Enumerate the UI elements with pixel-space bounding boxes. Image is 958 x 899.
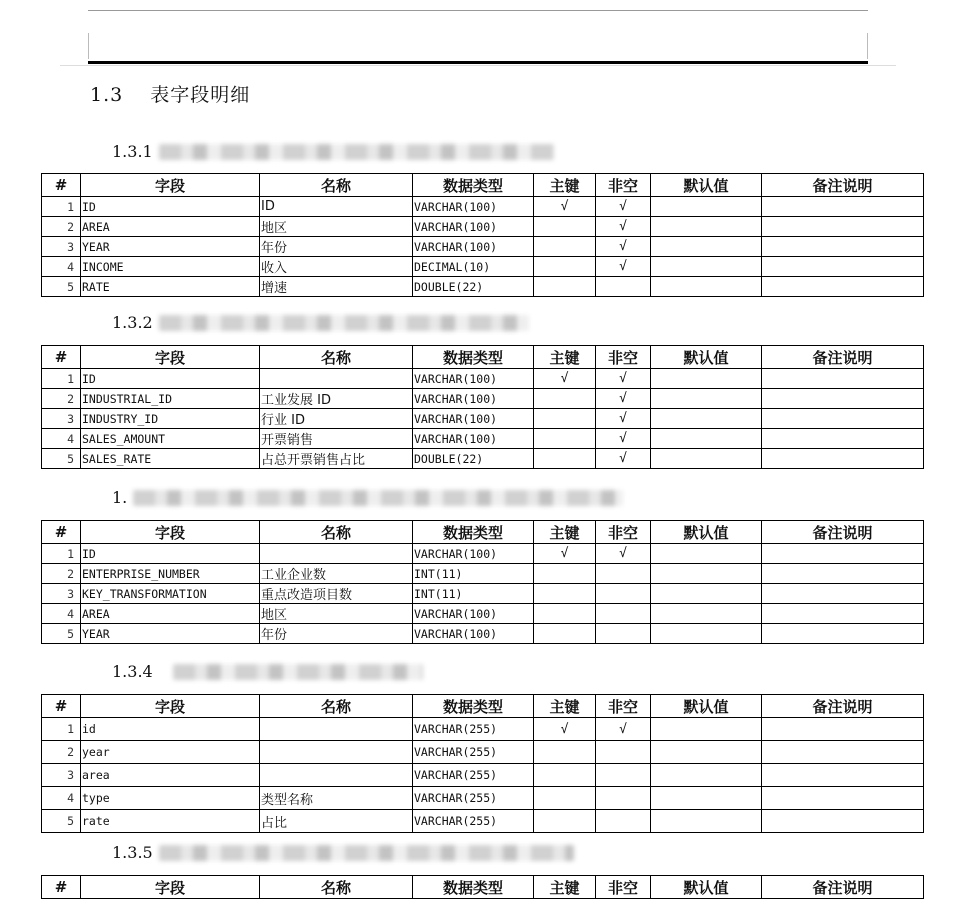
not-null-cell: [596, 449, 651, 469]
default-value-cell: [651, 257, 762, 277]
check-mark-icon: √: [560, 721, 569, 737]
default-value-cell: [651, 787, 762, 810]
row-index: 2: [42, 389, 81, 409]
default-value-cell: [651, 604, 762, 624]
col-remark: 备注说明: [762, 695, 924, 718]
col-field: 字段: [81, 174, 260, 197]
data-type: INT(11): [413, 564, 534, 584]
primary-key-cell: [534, 197, 596, 217]
header-margin-mark-right: [867, 33, 868, 59]
check-mark-icon: √: [560, 199, 569, 214]
row-index: 4: [42, 604, 81, 624]
col-default: 默认值: [651, 521, 762, 544]
default-value-cell: [651, 197, 762, 217]
col-name: 名称: [260, 521, 413, 544]
default-value-cell: [651, 369, 762, 389]
check-mark-icon: √: [619, 721, 627, 737]
default-value-cell: [651, 624, 762, 644]
check-mark-icon: √: [619, 199, 627, 214]
field-code: SALES_AMOUNT: [81, 429, 260, 449]
col-index: #: [42, 876, 81, 899]
col-index: #: [42, 346, 81, 369]
data-type: VARCHAR(100): [413, 389, 534, 409]
table-row: [42, 389, 924, 409]
primary-key-cell: [534, 217, 596, 237]
check-mark-icon: √: [619, 546, 627, 561]
data-type: VARCHAR(100): [413, 544, 534, 564]
row-index: 3: [42, 764, 81, 787]
field-code: AREA: [81, 217, 260, 237]
table-row: [42, 741, 924, 764]
field-table-4: [41, 694, 924, 833]
primary-key-cell: [534, 409, 596, 429]
col-default: 默认值: [651, 695, 762, 718]
field-code: KEY_TRANSFORMATION: [81, 584, 260, 604]
table-header-row: [42, 346, 924, 369]
default-value-cell: [651, 277, 762, 297]
table-heading-number: 1.: [112, 488, 128, 507]
data-type: DOUBLE(22): [413, 449, 534, 469]
default-value-cell: [651, 564, 762, 584]
field-label: 工业企业数: [260, 564, 413, 584]
table-row: [42, 624, 924, 644]
field-label: ID: [260, 197, 413, 217]
col-pk: 主键: [534, 876, 596, 899]
data-type: VARCHAR(255): [413, 741, 534, 764]
not-null-cell: [596, 564, 651, 584]
table-row: [42, 369, 924, 389]
col-type: 数据类型: [413, 876, 534, 899]
field-label: 类型名称: [260, 787, 413, 810]
field-table-5: [41, 875, 924, 899]
col-field: 字段: [81, 521, 260, 544]
not-null-cell: [596, 429, 651, 449]
row-index: 1: [42, 718, 81, 741]
page-header-rule: [88, 10, 868, 11]
not-null-cell: [596, 764, 651, 787]
row-index: 1: [42, 544, 81, 564]
data-type: VARCHAR(100): [413, 604, 534, 624]
field-code: SALES_RATE: [81, 449, 260, 469]
field-table-3: [41, 520, 924, 644]
section-title: 表字段明细: [150, 84, 251, 106]
redacted-table-name: [159, 845, 574, 861]
primary-key-cell: [534, 810, 596, 833]
field-label: [260, 741, 413, 764]
check-mark-icon: √: [619, 239, 627, 254]
field-code: year: [81, 741, 260, 764]
field-code: INDUSTRIAL_ID: [81, 389, 260, 409]
not-null-cell: [596, 389, 651, 409]
table-row: [42, 810, 924, 833]
field-code: YEAR: [81, 237, 260, 257]
default-value-cell: [651, 237, 762, 257]
table-row: [42, 544, 924, 564]
data-type: DOUBLE(22): [413, 277, 534, 297]
default-value-cell: [651, 741, 762, 764]
col-pk: 主键: [534, 521, 596, 544]
default-value-cell: [651, 389, 762, 409]
field-label: 重点改造项目数: [260, 584, 413, 604]
field-label: 地区: [260, 604, 413, 624]
table-row: [42, 409, 924, 429]
col-remark: 备注说明: [762, 876, 924, 899]
col-remark: 备注说明: [762, 521, 924, 544]
not-null-cell: [596, 544, 651, 564]
col-remark: 备注说明: [762, 174, 924, 197]
field-code: RATE: [81, 277, 260, 297]
table-row: [42, 718, 924, 741]
remark-cell: [762, 409, 924, 429]
check-mark-icon: √: [560, 371, 569, 386]
check-mark-icon: √: [619, 431, 627, 446]
data-type: VARCHAR(255): [413, 764, 534, 787]
default-value-cell: [651, 584, 762, 604]
not-null-cell: [596, 624, 651, 644]
col-field: 字段: [81, 346, 260, 369]
table-row: [42, 449, 924, 469]
col-type: 数据类型: [413, 346, 534, 369]
data-type: VARCHAR(255): [413, 787, 534, 810]
table-row: [42, 564, 924, 584]
remark-cell: [762, 369, 924, 389]
col-field: 字段: [81, 876, 260, 899]
col-notnull: 非空: [596, 876, 651, 899]
row-index: 3: [42, 409, 81, 429]
remark-cell: [762, 764, 924, 787]
col-index: #: [42, 695, 81, 718]
check-mark-icon: √: [619, 371, 627, 386]
table-heading-number: 1.3.4: [112, 662, 153, 681]
table-heading-4: [112, 662, 423, 681]
col-name: 名称: [260, 695, 413, 718]
col-notnull: 非空: [596, 521, 651, 544]
data-type: VARCHAR(100): [413, 624, 534, 644]
check-mark-icon: √: [619, 219, 627, 234]
table-header-row: [42, 174, 924, 197]
not-null-cell: [596, 584, 651, 604]
field-label: 年份: [260, 624, 413, 644]
not-null-cell: [596, 604, 651, 624]
col-name: 名称: [260, 174, 413, 197]
field-code: ID: [81, 369, 260, 389]
remark-cell: [762, 389, 924, 409]
redacted-table-name: [133, 490, 623, 506]
remark-cell: [762, 741, 924, 764]
remark-cell: [762, 810, 924, 833]
field-code: INCOME: [81, 257, 260, 277]
remark-cell: [762, 257, 924, 277]
field-label: 工业发展 ID: [260, 389, 413, 409]
not-null-cell: [596, 741, 651, 764]
not-null-cell: [596, 409, 651, 429]
table-row: [42, 197, 924, 217]
table-heading-number: 1.3.1: [112, 142, 153, 161]
field-label: 年份: [260, 237, 413, 257]
field-label: 收入: [260, 257, 413, 277]
field-label: 占比: [260, 810, 413, 833]
data-type: VARCHAR(255): [413, 810, 534, 833]
field-label: [260, 764, 413, 787]
col-pk: 主键: [534, 346, 596, 369]
primary-key-cell: [534, 564, 596, 584]
remark-cell: [762, 544, 924, 564]
row-index: 5: [42, 277, 81, 297]
row-index: 3: [42, 584, 81, 604]
row-index: 2: [42, 741, 81, 764]
col-index: #: [42, 521, 81, 544]
check-mark-icon: √: [619, 451, 627, 466]
data-type: VARCHAR(100): [413, 237, 534, 257]
col-pk: 主键: [534, 174, 596, 197]
field-label: [260, 544, 413, 564]
field-label: [260, 718, 413, 741]
table-header-row: [42, 521, 924, 544]
col-name: 名称: [260, 876, 413, 899]
default-value-cell: [651, 409, 762, 429]
row-index: 1: [42, 197, 81, 217]
col-notnull: 非空: [596, 695, 651, 718]
row-index: 4: [42, 429, 81, 449]
table-heading-2: [112, 313, 529, 332]
field-code: ID: [81, 197, 260, 217]
table-row: [42, 787, 924, 810]
remark-cell: [762, 604, 924, 624]
field-table-2: [41, 345, 924, 469]
table-row: [42, 429, 924, 449]
col-name: 名称: [260, 346, 413, 369]
row-index: 5: [42, 449, 81, 469]
table-row: [42, 604, 924, 624]
row-index: 4: [42, 257, 81, 277]
primary-key-cell: [534, 389, 596, 409]
remark-cell: [762, 277, 924, 297]
primary-key-cell: [534, 369, 596, 389]
row-index: 5: [42, 624, 81, 644]
default-value-cell: [651, 449, 762, 469]
data-type: VARCHAR(100): [413, 429, 534, 449]
table-header-row: [42, 876, 924, 899]
table-row: [42, 764, 924, 787]
primary-key-cell: [534, 429, 596, 449]
remark-cell: [762, 197, 924, 217]
table-row: [42, 257, 924, 277]
table-heading-number: 1.3.5: [112, 843, 153, 862]
header-divider-thin: [60, 65, 896, 66]
field-code: YEAR: [81, 624, 260, 644]
data-type: VARCHAR(100): [413, 197, 534, 217]
row-index: 3: [42, 237, 81, 257]
not-null-cell: [596, 237, 651, 257]
table-row: [42, 237, 924, 257]
field-code: ID: [81, 544, 260, 564]
redacted-table-name: [159, 144, 554, 160]
remark-cell: [762, 449, 924, 469]
header-margin-mark-left: [88, 33, 89, 59]
table-heading-1: [112, 142, 554, 161]
not-null-cell: [596, 787, 651, 810]
header-divider: [88, 61, 868, 64]
col-index: #: [42, 174, 81, 197]
col-type: 数据类型: [413, 695, 534, 718]
check-mark-icon: √: [619, 411, 627, 426]
field-label: 行业 ID: [260, 409, 413, 429]
col-default: 默认值: [651, 346, 762, 369]
data-type: VARCHAR(100): [413, 369, 534, 389]
not-null-cell: [596, 217, 651, 237]
field-code: AREA: [81, 604, 260, 624]
default-value-cell: [651, 718, 762, 741]
table-row: [42, 584, 924, 604]
field-code: INDUSTRY_ID: [81, 409, 260, 429]
remark-cell: [762, 787, 924, 810]
row-index: 4: [42, 787, 81, 810]
col-notnull: 非空: [596, 174, 651, 197]
data-type: INT(11): [413, 584, 534, 604]
remark-cell: [762, 718, 924, 741]
primary-key-cell: [534, 624, 596, 644]
data-type: DECIMAL(10): [413, 257, 534, 277]
primary-key-cell: [534, 449, 596, 469]
primary-key-cell: [534, 277, 596, 297]
default-value-cell: [651, 810, 762, 833]
col-remark: 备注说明: [762, 346, 924, 369]
field-label: 占总开票销售占比: [260, 449, 413, 469]
not-null-cell: [596, 197, 651, 217]
check-mark-icon: √: [560, 546, 569, 561]
row-index: 1: [42, 369, 81, 389]
primary-key-cell: [534, 764, 596, 787]
section-heading: [90, 80, 250, 107]
table-heading-5: [112, 843, 574, 862]
remark-cell: [762, 217, 924, 237]
field-code: ENTERPRISE_NUMBER: [81, 564, 260, 584]
field-code: type: [81, 787, 260, 810]
check-mark-icon: √: [619, 259, 627, 274]
col-default: 默认值: [651, 876, 762, 899]
section-number: 1.3: [90, 84, 124, 106]
row-index: 5: [42, 810, 81, 833]
not-null-cell: [596, 369, 651, 389]
default-value-cell: [651, 429, 762, 449]
not-null-cell: [596, 257, 651, 277]
check-mark-icon: √: [619, 391, 627, 406]
data-type: VARCHAR(100): [413, 217, 534, 237]
field-code: rate: [81, 810, 260, 833]
remark-cell: [762, 564, 924, 584]
not-null-cell: [596, 718, 651, 741]
primary-key-cell: [534, 604, 596, 624]
field-label: 开票销售: [260, 429, 413, 449]
field-label: 增速: [260, 277, 413, 297]
primary-key-cell: [534, 237, 596, 257]
remark-cell: [762, 237, 924, 257]
field-label: [260, 369, 413, 389]
field-label: 地区: [260, 217, 413, 237]
remark-cell: [762, 429, 924, 449]
field-code: area: [81, 764, 260, 787]
not-null-cell: [596, 810, 651, 833]
row-index: 2: [42, 564, 81, 584]
col-notnull: 非空: [596, 346, 651, 369]
remark-cell: [762, 584, 924, 604]
default-value-cell: [651, 764, 762, 787]
table-row: [42, 277, 924, 297]
primary-key-cell: [534, 584, 596, 604]
redacted-table-name: [173, 664, 423, 680]
table-heading-3: [112, 488, 623, 507]
redacted-table-name: [159, 315, 529, 331]
table-header-row: [42, 695, 924, 718]
field-table-1: [41, 173, 924, 297]
primary-key-cell: [534, 718, 596, 741]
field-code: id: [81, 718, 260, 741]
not-null-cell: [596, 277, 651, 297]
row-index: 2: [42, 217, 81, 237]
data-type: VARCHAR(100): [413, 409, 534, 429]
col-type: 数据类型: [413, 174, 534, 197]
table-heading-number: 1.3.2: [112, 313, 153, 332]
col-type: 数据类型: [413, 521, 534, 544]
default-value-cell: [651, 544, 762, 564]
default-value-cell: [651, 217, 762, 237]
data-type: VARCHAR(255): [413, 718, 534, 741]
remark-cell: [762, 624, 924, 644]
primary-key-cell: [534, 741, 596, 764]
table-row: [42, 217, 924, 237]
primary-key-cell: [534, 544, 596, 564]
col-default: 默认值: [651, 174, 762, 197]
col-pk: 主键: [534, 695, 596, 718]
col-field: 字段: [81, 695, 260, 718]
primary-key-cell: [534, 257, 596, 277]
primary-key-cell: [534, 787, 596, 810]
